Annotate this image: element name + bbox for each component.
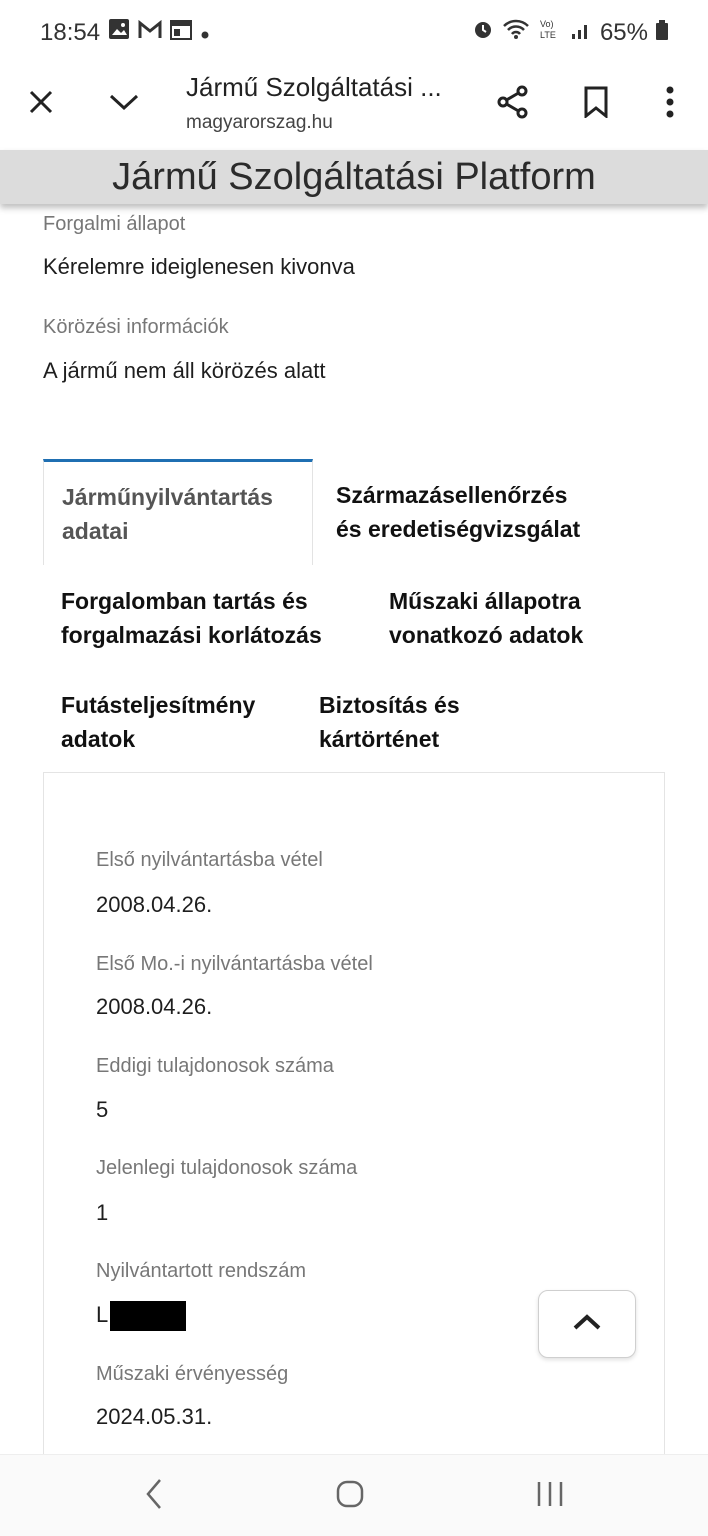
status-left [40,18,210,47]
field-value: 1 [96,1200,109,1225]
tab-label: Forgalomban tartás és [61,588,308,614]
close-icon [27,88,55,121]
back-to-top-button[interactable] [538,1290,636,1358]
tab-label: és eredetiségvizsgálat [336,516,581,542]
field-value: L [96,1301,109,1327]
field-value: 2024.05.31. [96,1404,213,1429]
battery-percent: 65% [599,18,648,46]
more-options-button[interactable] [642,76,698,132]
volte-icon [538,18,562,47]
page-title: Jármű Szolgáltatási ... [186,72,442,102]
field-value: 2008.04.26. [96,892,213,917]
svg-text:Vo): Vo) [539,19,554,29]
svg-text:LTE: LTE [539,30,556,40]
summary-value: Kérelemre ideiglenesen kivonva [43,254,355,279]
dot-icon [200,19,210,47]
tab-label: adatok [61,726,136,752]
signal-icon [570,19,592,47]
bookmark-icon [583,86,609,123]
tab-circulation-restriction[interactable] [61,584,322,652]
gmail-icon [138,19,162,47]
clock: 18:54 [40,18,101,46]
minimize-button[interactable] [96,76,152,132]
system-nav-bar [0,1454,708,1536]
tab-label: kártörténet [319,726,440,752]
chevron-down-icon [108,92,140,117]
recents-icon [535,1480,565,1513]
battery-icon [656,19,668,47]
share-icon [496,85,530,124]
field-label: Első Mo.-i nyilvántartásba vétel [96,953,373,975]
image-icon [108,18,130,47]
tab-label: adatai [62,518,129,544]
chevron-up-icon [572,1312,602,1337]
wifi-icon [502,18,530,47]
alarm-icon [472,18,494,47]
tab-label: Származásellenőrzés [336,482,568,508]
browser-toolbar [0,66,708,150]
nav-home-button[interactable] [320,1473,380,1519]
more-vertical-icon [666,86,674,123]
calendar-icon [170,19,192,47]
summary-label: Forgalmi állapot [43,213,186,235]
tab-label: vonatkozó adatok [389,622,584,648]
status-bar [0,0,708,66]
tab-origin-check[interactable] [336,478,580,546]
field-label: Nyilvántartott rendszám [96,1260,307,1282]
tab-label: Futásteljesítmény [61,692,256,718]
home-icon [335,1479,365,1514]
back-icon [144,1478,164,1515]
field-value: 5 [96,1097,109,1122]
field-value: 2008.04.26. [96,994,213,1019]
field-label: Első nyilvántartásba vétel [96,849,323,871]
tab-label: Műszaki állapotra [389,588,581,614]
share-button[interactable] [485,76,541,132]
tab-insurance[interactable] [319,688,460,756]
tab-label: forgalmazási korlátozás [61,622,322,648]
field-label: Jelenlegi tulajdonosok száma [96,1157,358,1179]
site-header [0,150,708,204]
redaction-box [110,1301,186,1331]
tab-registration-data[interactable] [43,459,313,565]
summary-label: Körözési információk [43,316,229,338]
tab-label: Járműnyilvántartás [62,484,273,510]
close-tab-button[interactable] [13,76,69,132]
bookmark-button[interactable] [568,76,624,132]
tab-technical-condition[interactable] [389,584,583,652]
nav-back-button[interactable] [124,1473,184,1519]
nav-recents-button[interactable] [520,1473,580,1519]
tab-label: Biztosítás és [319,692,460,718]
status-right [472,18,668,47]
field-label: Műszaki érvényesség [96,1363,289,1385]
plate-value-row [96,1301,186,1331]
site-title: Jármű Szolgáltatási Platform [112,156,596,198]
tab-mileage[interactable] [61,688,255,756]
summary-value: A jármű nem áll körözés alatt [43,358,326,383]
field-label: Eddigi tulajdonosok száma [96,1055,334,1077]
page-url[interactable]: magyarorszag.hu [186,112,333,133]
